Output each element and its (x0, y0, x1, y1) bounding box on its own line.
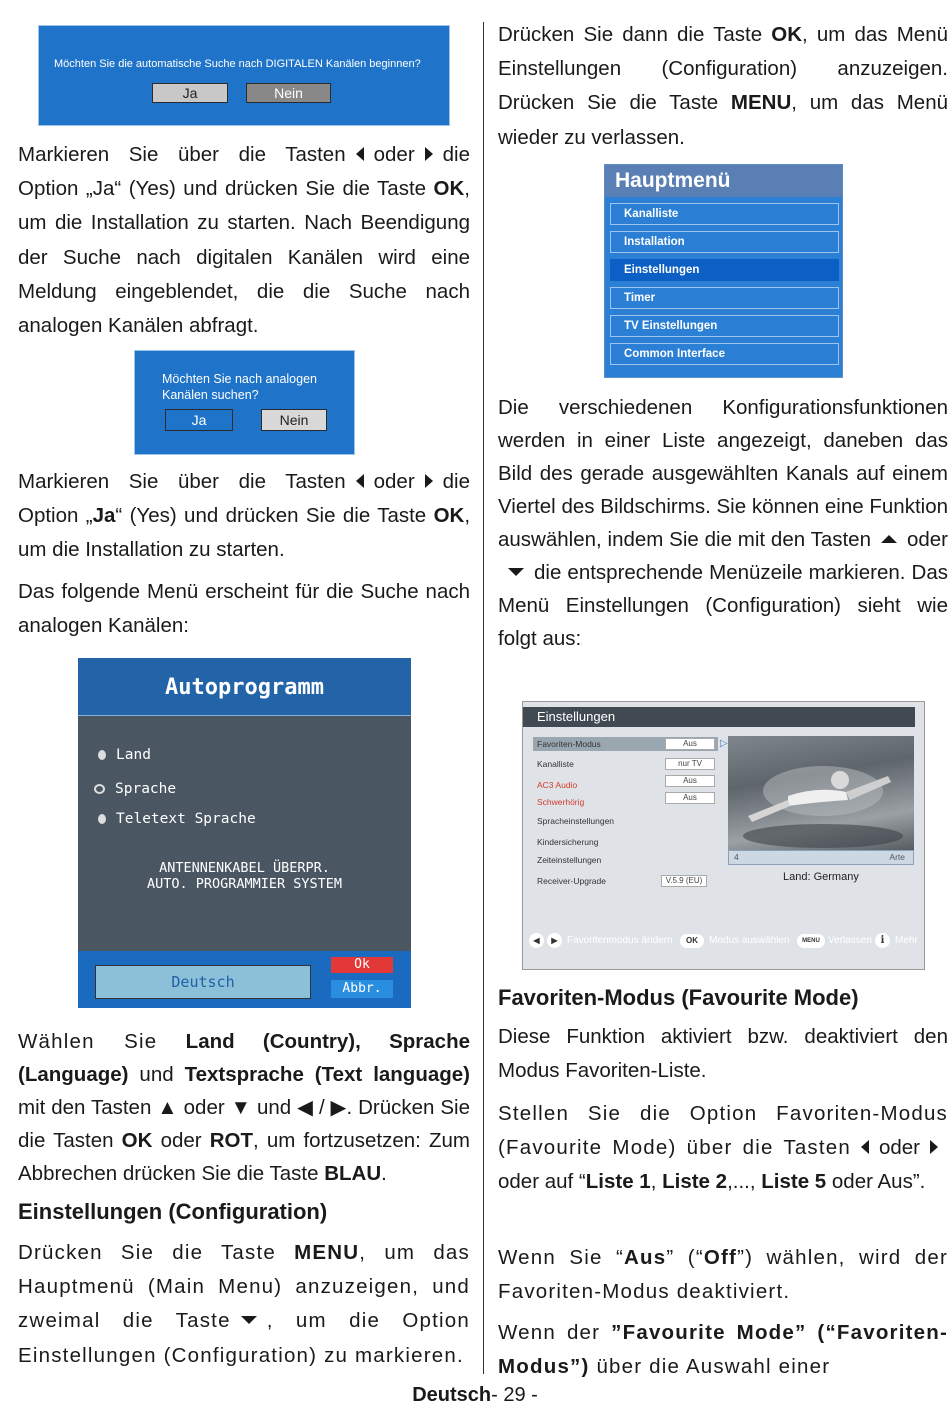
antenna-warning: ANTENNENKABEL ÜBERPR. (159, 860, 330, 876)
menu-item-tv-einstellungen[interactable]: TV Einstellungen (610, 315, 839, 337)
text: , um das Menü wieder zu verlassen. (498, 91, 949, 149)
text: , um das Menü Einstellungen (Configuration) anzuzeigen. Drücken Sie die Taste (498, 23, 948, 115)
settings-row-ac3-audio[interactable] (533, 778, 718, 792)
right-arrow-icon (425, 474, 433, 488)
text: die Option „ (18, 470, 470, 528)
text: ” (“ (666, 1246, 704, 1269)
text: oder Aus”. (826, 1170, 926, 1194)
text: Wählen Sie (18, 1030, 158, 1053)
off-option: Off (703, 1246, 738, 1269)
right-arrow-icon (425, 147, 433, 161)
auto-program-warning: AUTO. PROGRAMMIER SYSTEM (146, 876, 343, 892)
text: , um fortzusetzen: Zum Abbrechen drücken Sie die Taste (18, 1129, 470, 1185)
autoprogramm-title: Autoprogramm (78, 658, 411, 716)
channel-name: Arte (889, 852, 905, 862)
settings-row-language[interactable] (533, 814, 718, 828)
ok-key: OK (121, 1129, 153, 1152)
text: ,..., (727, 1170, 762, 1194)
red-key: ROT (209, 1129, 254, 1152)
paragraph-favourite-mode-selection (498, 1316, 948, 1384)
row-label: Kindersicherung (537, 837, 599, 847)
right-nav-icon: ▶ (547, 933, 562, 948)
digital-search-message: Möchten Sie die automatische Suche nach DIGITALEN Kanälen beginnen? (54, 58, 421, 70)
channel-preview-image (728, 736, 914, 856)
aus-option: Aus (624, 1246, 667, 1269)
ok-button[interactable]: Ok (331, 957, 393, 973)
no-button[interactable]: Nein (246, 83, 331, 103)
settings-row-time[interactable] (533, 853, 718, 867)
row-label: Zeiteinstellungen (537, 855, 602, 865)
ja-key: Ja (92, 504, 116, 528)
list-1-option: Liste 1 (585, 1170, 651, 1194)
text: die entsprechende Menüzeile markieren. Das Menü Einstellungen (Configuration) sieht wie folgt aus: (498, 561, 948, 650)
list-5-option: Liste 5 (761, 1170, 827, 1194)
text: Stellen Sie die Option Favoriten-Modus (Favourite Mode) über die Tasten (498, 1102, 948, 1160)
favourite-mode-term: ”Favourite Mode” (“Favoriten-Modus”) (498, 1321, 948, 1379)
menu-item-teletext-sprache[interactable] (98, 811, 256, 827)
bullet-icon (94, 784, 105, 794)
row-value: Aus (665, 738, 715, 750)
row-value: Aus (665, 792, 715, 804)
text: Die verschiedenen Konfigurationsfunktionen werden in einer Liste angezeigt, daneben das Bild des gerade ausgewählten Kanals auf einem Viertel des Bildschirms. Sie können eine Funktion auswählen, indem Sie die mit den Tasten (498, 396, 948, 551)
section-heading-configuration: Einstellungen (Configuration) (18, 1199, 328, 1224)
main-menu-title: Hauptmenü (605, 165, 842, 197)
text: , um die Installation zu starten. (18, 504, 471, 562)
row-value: V.5.9 (EU) (661, 875, 707, 887)
menu-item-land[interactable] (98, 747, 151, 763)
ok-key-icon: OK (680, 934, 704, 948)
yes-button[interactable]: Ja (152, 83, 228, 103)
channel-info-bar (728, 850, 914, 865)
row-label: AC3 Audio (537, 780, 578, 790)
left-arrow-icon (356, 147, 364, 161)
row-value: nur TV (665, 758, 715, 770)
page-number: - 29 - (491, 1384, 538, 1406)
text: und (139, 1063, 174, 1086)
paragraph-select-yes-analog (18, 465, 470, 568)
text: oder (906, 528, 948, 551)
down-arrow-icon (508, 568, 524, 576)
menu-item-einstellungen[interactable]: Einstellungen (610, 259, 839, 281)
autoprogramm-screen (78, 658, 411, 1008)
text: “ (Yes) und drücken Sie die Taste (115, 504, 427, 528)
text: die Option „Ja“ (Yes) und drücken Sie die Taste (18, 143, 470, 201)
country-label: Land: Germany (783, 871, 859, 883)
yes-button[interactable]: Ja (165, 409, 233, 431)
menu-item-installation[interactable]: Installation (610, 231, 839, 253)
autoprogramm-bottom-bar (78, 951, 411, 1008)
text: oder (373, 143, 415, 166)
text: Markieren Sie über die Tasten (18, 470, 346, 493)
settings-row-favourite-mode[interactable] (533, 737, 728, 751)
list-2-option: Liste 2 (662, 1170, 728, 1194)
swimmer-picture (728, 736, 914, 856)
analog-search-message: Möchten Sie nach analogen Kanälen suchen? (162, 372, 317, 402)
text: Markieren Sie über die Tasten (18, 143, 346, 166)
row-label: Kanalliste (537, 759, 574, 769)
paragraph-set-favourite (498, 1097, 948, 1200)
menu-key: MENU (294, 1241, 360, 1264)
menu-hint: Verlassen (828, 935, 872, 946)
text: Wenn Sie “ (498, 1246, 625, 1269)
menu-key-icon: MENU (797, 934, 825, 948)
paragraph-select-country (18, 1025, 470, 1190)
left-nav-icon: ◀ (529, 933, 544, 948)
text: Wenn der (498, 1321, 601, 1344)
section-heading-favourite-mode: Favoriten-Modus (Favourite Mode) (498, 985, 859, 1010)
down-arrow-icon (241, 1316, 257, 1324)
paragraph-select-yes (18, 138, 470, 343)
text: . (381, 1162, 387, 1185)
cancel-button[interactable]: Abbr. (331, 980, 393, 998)
settings-footer (523, 930, 924, 952)
text: oder (160, 1129, 202, 1152)
analog-search-dialog (134, 350, 355, 455)
item-label: Land (116, 747, 151, 763)
item-label: Sprache (115, 781, 177, 797)
settings-row-hard-of-hearing[interactable] (533, 795, 718, 809)
text: oder auf “ (498, 1170, 586, 1194)
text: über die Auswahl einer (596, 1355, 831, 1379)
no-button[interactable]: Nein (261, 409, 327, 431)
channel-number: 4 (734, 852, 739, 862)
menu-key: MENU (730, 91, 792, 115)
row-label: Spracheinstellungen (537, 816, 615, 826)
paragraph-favourite-desc: Diese Funktion aktiviert bzw. deaktiviert den Modus Favoriten-Liste. (498, 1025, 948, 1083)
text: Drücken Sie dann die Taste (498, 23, 763, 46)
row-value: Aus (665, 775, 715, 787)
text: , um die Option Einstellungen (Configuration) zu markieren. (18, 1309, 470, 1367)
bullet-icon (98, 814, 106, 824)
page-footer (0, 1384, 950, 1407)
language-selector[interactable]: Deutsch (95, 965, 311, 999)
settings-row-receiver-upgrade[interactable] (533, 874, 718, 888)
text: , um die Installation zu starten. Nach Beendigung der Suche nach digitalen Kanälen wird eine Meldung eingeblendet, die die Suche nach analogen Kanälen abfragt. (18, 177, 470, 338)
left-arrow-icon (861, 1140, 869, 1154)
left-arrow-icon (356, 474, 364, 488)
text-language-key: Textsprache (Text language) (184, 1063, 471, 1086)
right-arrow-icon: ▷ (720, 738, 728, 749)
paragraph-menu-appears: Das folgende Menü erscheint für die Suche nach analogen Kanälen: (18, 580, 470, 638)
country-language-keys: Land (Country), Sprache (Language) (18, 1030, 470, 1086)
settings-title: Einstellungen (523, 707, 915, 727)
text: ”) wählen, wird der Favoriten-Modus deaktiviert. (498, 1246, 948, 1304)
ok-key: OK (433, 504, 465, 528)
info-icon: i (875, 933, 890, 948)
right-arrow-icon (930, 1140, 938, 1154)
paragraph-select-off (498, 1241, 948, 1309)
settings-row-channel-list[interactable] (533, 757, 718, 771)
row-label: Receiver-Upgrade (537, 876, 606, 886)
column-divider (483, 22, 484, 1374)
main-menu-screen (604, 164, 843, 378)
item-label: Teletext Sprache (116, 811, 256, 827)
menu-item-kanalliste[interactable]: Kanalliste (610, 203, 839, 225)
ok-key: OK (771, 23, 803, 46)
bullet-icon (98, 750, 106, 760)
info-hint: Mehr (895, 935, 918, 946)
paragraph-press-menu (18, 1236, 470, 1373)
menu-item-sprache[interactable] (94, 781, 176, 797)
menu-item-common-interface[interactable]: Common Interface (610, 343, 839, 365)
settings-row-parental[interactable] (533, 835, 718, 849)
row-label: Favoriten-Modus (537, 739, 601, 749)
text: oder (373, 470, 415, 493)
blue-key: BLAU (324, 1162, 382, 1185)
settings-screen (522, 701, 925, 970)
ok-key: OK (433, 177, 465, 201)
text: , um das Hauptmenü (Main Menu) anzuzeigen, und zweimal die Taste (18, 1241, 470, 1333)
text: Drücken Sie die Taste (18, 1241, 276, 1264)
text: , (650, 1170, 663, 1194)
menu-item-timer[interactable]: Timer (610, 287, 839, 309)
footer-language: Deutsch (412, 1384, 492, 1406)
up-arrow-icon (881, 535, 897, 543)
text: mit den Tasten ▲ oder ▼ und ◀ / ▶. Drücken Sie die Tasten (18, 1096, 470, 1152)
ok-hint: Modus auswählen (709, 935, 790, 946)
row-label: Schwerhörig (537, 797, 585, 807)
nav-hint: Favoritenmodus ändern (567, 935, 673, 946)
text: oder (878, 1136, 920, 1160)
digital-search-dialog (38, 25, 450, 126)
paragraph-config-functions (498, 391, 948, 655)
paragraph-press-ok (498, 18, 948, 155)
